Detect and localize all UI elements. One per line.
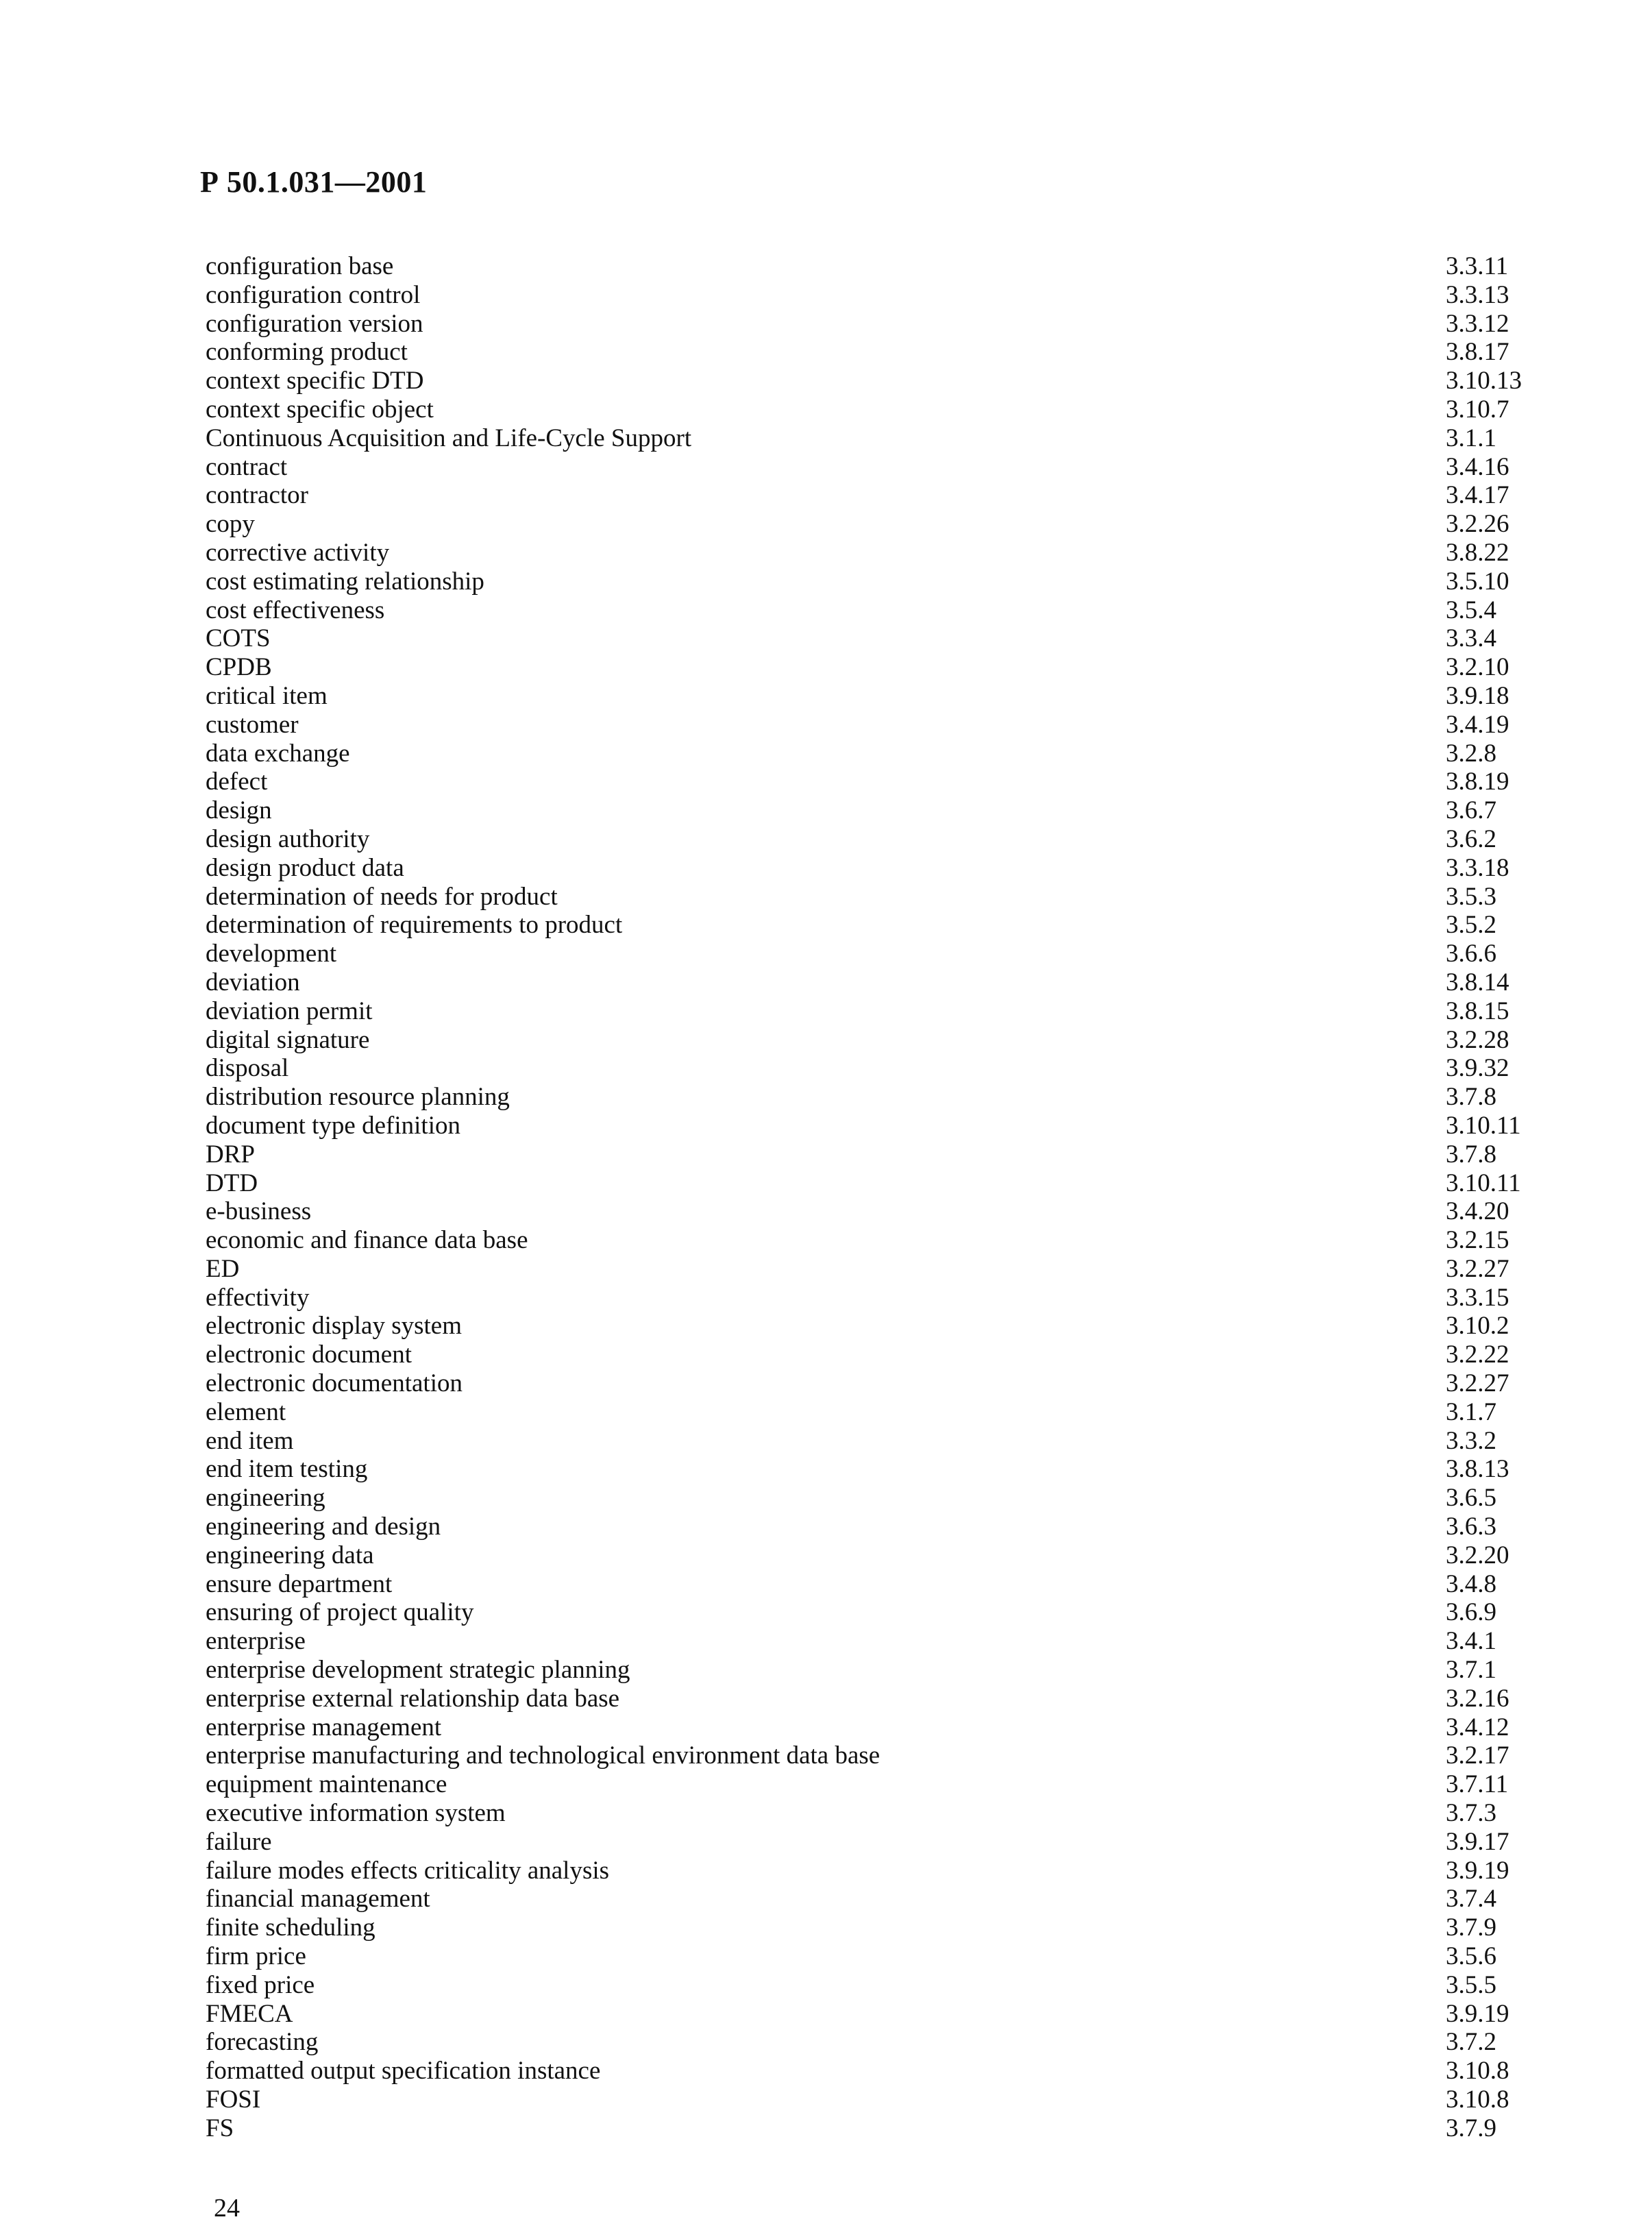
clause-reference: 3.3.12 <box>1446 309 1509 338</box>
index-term: end item testing <box>206 1455 368 1484</box>
index-entry <box>206 395 1542 424</box>
index-term: enterprise external relationship data base <box>206 1684 620 1713</box>
index-entry <box>206 1656 1542 1685</box>
index-entry <box>206 1255 1542 1284</box>
index-term: ensuring of project quality <box>206 1598 474 1627</box>
index-term: FOSI <box>206 2086 261 2114</box>
index-entry <box>206 825 1542 854</box>
clause-reference: 3.2.16 <box>1446 1684 1509 1713</box>
index-entry <box>206 1026 1542 1055</box>
index-entry <box>206 1369 1542 1398</box>
index-term: determination of requirements to product <box>206 911 623 940</box>
index-term: CPDB <box>206 653 272 682</box>
index-term: engineering and design <box>206 1513 441 1541</box>
index-term: enterprise development strategic planning <box>206 1656 630 1685</box>
clause-reference: 3.7.4 <box>1446 1885 1496 1913</box>
index-entry <box>206 1913 1542 1942</box>
index-term: contractor <box>206 481 308 510</box>
index-term: customer <box>206 710 299 739</box>
index-entry <box>206 768 1542 796</box>
index-term: firm price <box>206 1942 306 1971</box>
clause-reference: 3.5.4 <box>1446 596 1496 624</box>
index-entry <box>206 539 1542 567</box>
index-entry <box>206 1713 1542 1742</box>
clause-reference: 3.2.8 <box>1446 739 1496 768</box>
index-entry <box>206 2057 1542 2086</box>
index-term: DRP <box>206 1140 255 1169</box>
index-entry <box>206 1484 1542 1513</box>
index-entry <box>206 1455 1542 1484</box>
index-term: deviation <box>206 968 300 996</box>
index-entry <box>206 1857 1542 1885</box>
index-term: element <box>206 1397 286 1426</box>
clause-reference: 3.3.2 <box>1446 1426 1496 1455</box>
index-term: configuration base <box>206 252 394 280</box>
index-term: electronic display system <box>206 1312 463 1341</box>
index-term: cost estimating relationship <box>206 567 484 596</box>
index-entry <box>206 2114 1542 2143</box>
index-entry <box>206 2000 1542 2029</box>
clause-reference: 3.4.19 <box>1446 710 1509 739</box>
clause-reference: 3.8.22 <box>1446 538 1509 567</box>
clause-reference: 3.7.9 <box>1446 1913 1496 1942</box>
clause-reference: 3.2.27 <box>1446 1254 1509 1283</box>
clause-reference: 3.2.28 <box>1446 1025 1509 1054</box>
index-term: electronic documentation <box>206 1369 463 1398</box>
clause-reference: 3.2.27 <box>1446 1369 1509 1398</box>
index-term: context specific DTD <box>206 367 424 395</box>
clause-reference: 3.2.20 <box>1446 1541 1509 1569</box>
clause-reference: 3.7.2 <box>1446 2028 1496 2057</box>
clause-reference: 3.4.1 <box>1446 1627 1496 1656</box>
index-entry <box>206 310 1542 339</box>
index-term: corrective activity <box>206 538 390 567</box>
index-term: finite scheduling <box>206 1913 375 1942</box>
index-entry <box>206 1885 1542 1913</box>
index-entry <box>206 1627 1542 1656</box>
index-entry <box>206 338 1542 367</box>
index-term: data exchange <box>206 739 350 768</box>
index-entry <box>206 453 1542 482</box>
clause-reference: 3.3.15 <box>1446 1283 1509 1312</box>
index-term: configuration control <box>206 280 421 309</box>
clause-reference: 3.10.7 <box>1446 395 1509 424</box>
index-entry <box>206 1312 1542 1341</box>
clause-reference: 3.6.5 <box>1446 1484 1496 1513</box>
index-term: enterprise management <box>206 1713 442 1741</box>
index-term: deviation permit <box>206 996 373 1025</box>
clause-reference: 3.7.9 <box>1446 2114 1496 2142</box>
clause-reference: 3.2.10 <box>1446 653 1509 682</box>
clause-reference: 3.2.17 <box>1446 1741 1509 1770</box>
index-entry <box>206 1541 1542 1570</box>
index-term: distribution resource planning <box>206 1083 510 1112</box>
clause-reference: 3.1.1 <box>1446 424 1496 452</box>
clause-reference: 3.3.18 <box>1446 853 1509 882</box>
index-term: Continuous Acquisition and Life-Cycle Support <box>206 424 692 452</box>
index-term: financial management <box>206 1885 430 1913</box>
index-entry <box>206 711 1542 739</box>
index-term: disposal <box>206 1054 289 1083</box>
index-entry <box>206 1054 1542 1083</box>
clause-reference: 3.7.3 <box>1446 1799 1496 1828</box>
clause-reference: 3.3.11 <box>1446 252 1509 280</box>
clause-reference: 3.10.8 <box>1446 2057 1509 2086</box>
document-code-header: Р 50.1.031—2001 <box>200 165 428 199</box>
clause-reference: 3.4.8 <box>1446 1569 1496 1598</box>
clause-reference: 3.9.19 <box>1446 1856 1509 1885</box>
index-term: fixed price <box>206 1970 315 1999</box>
index-entry <box>206 739 1542 768</box>
index-term: design <box>206 796 272 825</box>
clause-reference: 3.4.16 <box>1446 452 1509 481</box>
index-entry <box>206 1398 1542 1427</box>
index-entry <box>206 567 1542 596</box>
clause-reference: 3.2.22 <box>1446 1341 1509 1369</box>
index-entry <box>206 1942 1542 1971</box>
index-term: engineering <box>206 1484 325 1513</box>
index-term: effectivity <box>206 1283 310 1312</box>
index-entry <box>206 854 1542 883</box>
clause-reference: 3.2.15 <box>1446 1226 1509 1255</box>
clause-reference: 3.8.17 <box>1446 338 1509 367</box>
index-term: digital signature <box>206 1025 370 1054</box>
index-term: configuration version <box>206 309 423 338</box>
index-term: failure modes effects criticality analysis <box>206 1856 610 1885</box>
index-term: copy <box>206 510 255 539</box>
clause-reference: 3.4.20 <box>1446 1197 1509 1226</box>
index-entry <box>206 1971 1542 2000</box>
clause-reference: 3.5.5 <box>1446 1970 1496 1999</box>
clause-reference: 3.5.3 <box>1446 882 1496 911</box>
clause-reference: 3.9.18 <box>1446 681 1509 710</box>
clause-reference: 3.8.15 <box>1446 996 1509 1025</box>
clause-reference: 3.7.8 <box>1446 1140 1496 1169</box>
clause-reference: 3.6.3 <box>1446 1513 1496 1541</box>
clause-reference: 3.8.14 <box>1446 968 1509 996</box>
index-entry <box>206 1513 1542 1541</box>
clause-reference: 3.6.9 <box>1446 1598 1496 1627</box>
clause-reference: 3.9.19 <box>1446 1999 1509 2028</box>
index-entry <box>206 2028 1542 2057</box>
clause-reference: 3.3.4 <box>1446 624 1496 653</box>
index-entry <box>206 1226 1542 1255</box>
index-term: ED <box>206 1254 240 1283</box>
index-entry <box>206 367 1542 395</box>
index-entry <box>206 1770 1542 1799</box>
index-entry <box>206 2086 1542 2114</box>
clause-reference: 3.3.13 <box>1446 280 1509 309</box>
index-entry <box>206 883 1542 912</box>
index-entry <box>206 1197 1542 1226</box>
index-term: engineering data <box>206 1541 374 1569</box>
index-entry <box>206 1598 1542 1627</box>
index-entry <box>206 940 1542 968</box>
index-entry <box>206 1341 1542 1369</box>
term-index-list <box>206 252 1542 2143</box>
index-entry <box>206 252 1542 281</box>
index-term: design product data <box>206 853 404 882</box>
index-term: executive information system <box>206 1799 506 1828</box>
index-entry <box>206 968 1542 997</box>
clause-reference: 3.9.32 <box>1446 1054 1509 1083</box>
index-term: critical item <box>206 681 328 710</box>
index-term: economic and finance data base <box>206 1226 528 1255</box>
clause-reference: 3.10.13 <box>1446 367 1522 395</box>
index-entry <box>206 911 1542 940</box>
clause-reference: 3.6.7 <box>1446 796 1496 825</box>
index-term: development <box>206 940 337 968</box>
index-entry <box>206 1112 1542 1140</box>
index-entry <box>206 1140 1542 1169</box>
clause-reference: 3.5.2 <box>1446 911 1496 940</box>
index-entry <box>206 682 1542 711</box>
index-entry <box>206 1427 1542 1456</box>
clause-reference: 3.9.17 <box>1446 1827 1509 1856</box>
clause-reference: 3.2.26 <box>1446 510 1509 539</box>
index-term: DTD <box>206 1169 258 1197</box>
index-entry <box>206 1570 1542 1599</box>
clause-reference: 3.7.1 <box>1446 1656 1496 1685</box>
index-term: equipment maintenance <box>206 1770 447 1799</box>
index-entry <box>206 281 1542 310</box>
clause-reference: 3.10.8 <box>1446 2086 1509 2114</box>
index-entry <box>206 796 1542 825</box>
index-term: conforming product <box>206 338 408 367</box>
index-term: forecasting <box>206 2028 319 2057</box>
index-entry <box>206 1685 1542 1713</box>
index-term: defect <box>206 768 268 796</box>
index-term: FMECA <box>206 1999 293 2028</box>
clause-reference: 3.10.11 <box>1446 1111 1521 1140</box>
clause-reference: 3.10.2 <box>1446 1312 1509 1341</box>
clause-reference: 3.7.11 <box>1446 1770 1509 1799</box>
clause-reference: 3.6.2 <box>1446 824 1496 853</box>
index-term: FS <box>206 2114 234 2142</box>
index-term: document type definition <box>206 1111 460 1140</box>
clause-reference: 3.6.6 <box>1446 940 1496 968</box>
index-term: electronic document <box>206 1341 412 1369</box>
index-term: enterprise manufacturing and technological environment data base <box>206 1741 880 1770</box>
index-term: formatted output specification instance <box>206 2057 601 2086</box>
index-entry <box>206 997 1542 1026</box>
page-number: 24 <box>214 2194 240 2223</box>
clause-reference: 3.10.11 <box>1446 1169 1521 1197</box>
index-entry <box>206 653 1542 682</box>
index-term: determination of needs for product <box>206 882 558 911</box>
index-entry <box>206 1169 1542 1198</box>
clause-reference: 3.5.10 <box>1446 567 1509 596</box>
index-term: context specific object <box>206 395 434 424</box>
clause-reference: 3.5.6 <box>1446 1942 1496 1971</box>
clause-reference: 3.8.13 <box>1446 1455 1509 1484</box>
index-term: COTS <box>206 624 271 653</box>
clause-reference: 3.1.7 <box>1446 1397 1496 1426</box>
index-entry <box>206 1799 1542 1828</box>
index-term: failure <box>206 1827 272 1856</box>
index-entry <box>206 424 1542 453</box>
index-term: enterprise <box>206 1627 306 1656</box>
clause-reference: 3.7.8 <box>1446 1083 1496 1112</box>
index-term: ensure department <box>206 1569 393 1598</box>
index-term: cost effectiveness <box>206 596 385 624</box>
index-entry <box>206 596 1542 625</box>
clause-reference: 3.4.17 <box>1446 481 1509 510</box>
index-entry <box>206 624 1542 653</box>
index-entry <box>206 1828 1542 1857</box>
index-term: end item <box>206 1426 294 1455</box>
index-term: design authority <box>206 824 370 853</box>
index-entry <box>206 1741 1542 1770</box>
clause-reference: 3.4.12 <box>1446 1713 1509 1741</box>
index-term: e-business <box>206 1197 312 1226</box>
index-entry <box>206 1284 1542 1312</box>
index-entry <box>206 510 1542 539</box>
clause-reference: 3.8.19 <box>1446 768 1509 796</box>
index-term: contract <box>206 452 288 481</box>
index-entry <box>206 1083 1542 1112</box>
index-entry <box>206 481 1542 510</box>
